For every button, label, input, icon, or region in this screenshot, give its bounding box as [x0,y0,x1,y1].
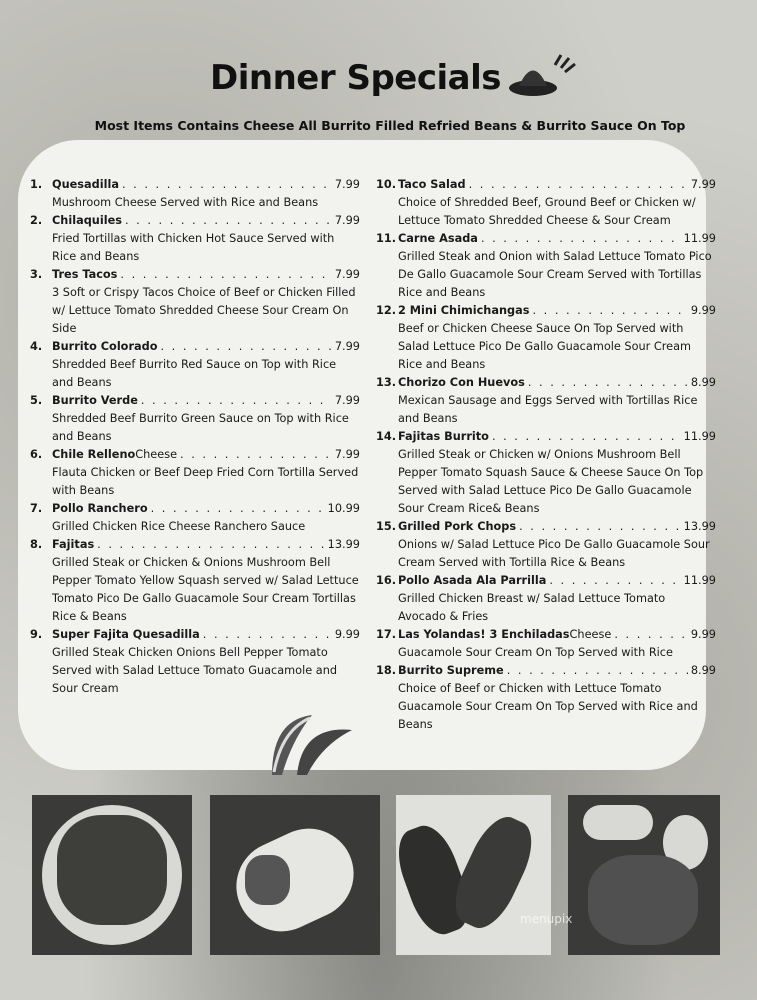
menu-item-header [376,662,716,680]
leader-dots [481,230,681,248]
leader-dots [492,428,681,446]
menu-item-name: Quesadilla [52,178,119,191]
leader-dots [549,572,680,590]
menu-item-price: 13.99 [683,520,716,533]
menu-item [30,266,360,338]
menu-item-number: 10. [376,178,397,191]
menu-item-description: Grilled Steak Chicken Onions Bell Pepper Tomato Served with Salad Lettuce Tomato Guacamole and Sour Cream [52,646,338,695]
menu-item-name: Pollo Asada Ala Parrilla [398,574,547,587]
menu-item-header [30,392,360,410]
menu-item-description: Grilled Steak or Chicken & Onions Mushroom Bell Pepper Tomato Yellow Squash served w/ Salad Lettuce Tomato Pico De Gallo Guacamole Sour Cream Tortillas Rice & Beans [52,556,359,623]
menu-item-price: 11.99 [683,574,716,587]
menu-item [30,212,360,266]
menu-item-header [30,536,360,554]
food-photo-1 [32,795,192,955]
leader-dots [203,626,332,644]
menu-item-price: 7.99 [690,178,716,191]
menu-item [376,662,716,734]
leader-dots [532,302,687,320]
menu-item-number: 3. [30,268,43,281]
menu-item-number: 11. [376,232,397,245]
leader-dots [97,536,324,554]
menu-item-number: 14. [376,430,397,443]
menu-item-description: Guacamole Sour Cream On Top Served with Rice [398,646,673,659]
menu-item-name: Chile Relleno [52,448,136,461]
leader-dots [528,374,688,392]
menu-item [30,536,360,626]
food-photo-strip [0,795,757,960]
menu-item-description: Mexican Sausage and Eggs Served with Tortillas Rice and Beans [398,394,698,425]
menu-item-header [376,230,716,248]
food-photo-3 [396,795,551,955]
leader-dots [614,626,688,644]
menu-item-name: Las Yolandas! 3 Enchiladas [398,628,570,641]
menu-item-description: Fried Tortillas with Chicken Hot Sauce Served with Rice and Beans [52,232,335,263]
menu-item-price: 8.99 [690,376,716,389]
leader-dots [519,518,681,536]
menu-item-description: Flauta Chicken or Beef Deep Fried Corn Tortilla Served with Beans [52,466,359,497]
menu-note: Most Items Contains Cheese All Burrito Filled Refried Beans & Burrito Sauce On Top [94,118,686,133]
menu-item-price: 7.99 [334,340,360,353]
menu-item-description: Beef or Chicken Cheese Sauce On Top Served with Salad Lettuce Pico De Gallo Guacamole Sour Cream Rice and Beans [398,322,692,371]
menu-item-header [376,572,716,590]
menu-item-number: 1. [30,178,43,191]
leader-dots [122,176,332,194]
menu-item-header [30,500,360,518]
menu-item-description: Mushroom Cheese Served with Rice and Beans [52,196,319,209]
menu-item-name: Burrito Colorado [52,340,158,353]
menu-item [376,428,716,518]
menu-item-description: Choice of Beef or Chicken with Lettuce Tomato Guacamole Sour Cream On Top Served with Rice and Beans [398,682,698,731]
menu-item-description: Onions w/ Salad Lettuce Pico De Gallo Guacamole Sour Cream Served with Tortilla Rice & Beans [398,538,710,569]
menu-item-name: Burrito Verde [52,394,138,407]
sombrero-icon [505,50,580,100]
leader-dots [125,212,332,230]
menu-item-number: 16. [376,574,397,587]
menu-item-description: Grilled Chicken Rice Cheese Ranchero Sauce [52,520,306,533]
menu-item-name: 2 Mini Chimichangas [398,304,530,317]
menu-item-price: 11.99 [683,232,716,245]
menu-item-number: 17. [376,628,397,641]
leader-dots [161,338,332,356]
menu-item-price: 11.99 [683,430,716,443]
menu-item-price: 9.99 [334,628,360,641]
menu-column-right [376,176,716,734]
leader-dots [180,446,332,464]
menu-item-description: Grilled Chicken Breast w/ Salad Lettuce Tomato Avocado & Fries [398,592,666,623]
menu-item-price: 7.99 [334,394,360,407]
menu-item-description: Grilled Steak and Onion with Salad Lettuce Tomato Pico De Gallo Guacamole Sour Cream Served with Tortillas Rice and Beans [398,250,712,299]
menu-item-name: Fajitas Burrito [398,430,489,443]
menu-item-header [30,212,360,230]
menu-item-number: 6. [30,448,43,461]
menu-item-header [376,374,716,392]
menu-item-number: 2. [30,214,43,227]
food-photo-4 [568,795,720,955]
menu-item-name-extra: Cheese [135,448,178,461]
menu-item-number: 8. [30,538,43,551]
menu-item-name: Pollo Ranchero [52,502,148,515]
menu-column-left [30,176,360,698]
leader-dots [469,176,688,194]
menu-item-number: 4. [30,340,43,353]
menu-item-number: 7. [30,502,43,515]
page-title: Dinner Specials [210,58,501,98]
leader-dots [151,500,325,518]
food-photo-2 [210,795,380,955]
menu-item-price: 7.99 [334,178,360,191]
leader-dots [507,662,688,680]
menu-item-name: Fajitas [52,538,95,551]
menu-item-description: Shredded Beef Burrito Green Sauce on Top with Rice and Beans [52,412,349,443]
menu-item [376,230,716,302]
menu-item-header [30,176,360,194]
menu-item [376,518,716,572]
menu-item [30,446,360,500]
menu-item [376,176,716,230]
menu-item-name: Taco Salad [398,178,466,191]
menu-item-name: Chorizo Con Huevos [398,376,525,389]
taco-illustration [262,700,362,780]
menu-item [376,572,716,626]
menu-item-number: 13. [376,376,397,389]
leader-dots [120,266,331,284]
menu-item-price: 10.99 [327,502,360,515]
menu-item-name: Grilled Pork Chops [398,520,517,533]
menu-item-price: 9.99 [690,304,716,317]
watermark: menupix [520,912,573,926]
menu-item-header [30,446,360,464]
menu-item-number: 9. [30,628,43,641]
menu-item-description: 3 Soft or Crispy Tacos Choice of Beef or Chicken Filled w/ Lettuce Tomato Shredded Cheese Sour Cream On Side [52,286,356,335]
menu-item-price: 9.99 [690,628,716,641]
leader-dots [141,392,332,410]
menu-item-number: 15. [376,520,397,533]
menu-item-price: 7.99 [334,214,360,227]
menu-item-number: 5. [30,394,43,407]
menu-item [376,374,716,428]
menu-item-description: Choice of Shredded Beef, Ground Beef or Chicken w/ Lettuce Tomato Shredded Cheese & Sour Cream [398,196,696,227]
menu-item [30,338,360,392]
menu-item-price: 13.99 [327,538,360,551]
menu-item [30,176,360,212]
menu-item-header [30,266,360,284]
menu-item [30,392,360,446]
menu-item-name: Super Fajita Quesadilla [52,628,200,641]
menu-item [376,302,716,374]
menu-item-header [376,626,716,644]
menu-item-price: 7.99 [334,448,360,461]
menu-item-description: Grilled Steak or Chicken w/ Onions Mushroom Bell Pepper Tomato Squash Sauce & Cheese Sauce On Top Served with Salad Lettuce Pico De Gallo Guacamole Sour Cream Rice& Beans [398,448,704,515]
menu-item-name: Burrito Supreme [398,664,504,677]
menu-item [30,500,360,536]
menu-item-header [376,518,716,536]
menu-item-number: 12. [376,304,397,317]
menu-item-name: Carne Asada [398,232,478,245]
menu-item [376,626,716,662]
menu-item-header [376,302,716,320]
menu-item-name: Chilaquiles [52,214,122,227]
menu-item-name-extra: Cheese [569,628,612,641]
menu-item-description: Shredded Beef Burrito Red Sauce on Top with Rice and Beans [52,358,337,389]
menu-item-header [30,626,360,644]
menu-item [30,626,360,698]
menu-item-price: 8.99 [690,664,716,677]
menu-item-header [376,176,716,194]
menu-item-header [30,338,360,356]
menu-item-number: 18. [376,664,397,677]
menu-item-price: 7.99 [334,268,360,281]
menu-item-name: Tres Tacos [52,268,118,281]
menu-item-header [376,428,716,446]
